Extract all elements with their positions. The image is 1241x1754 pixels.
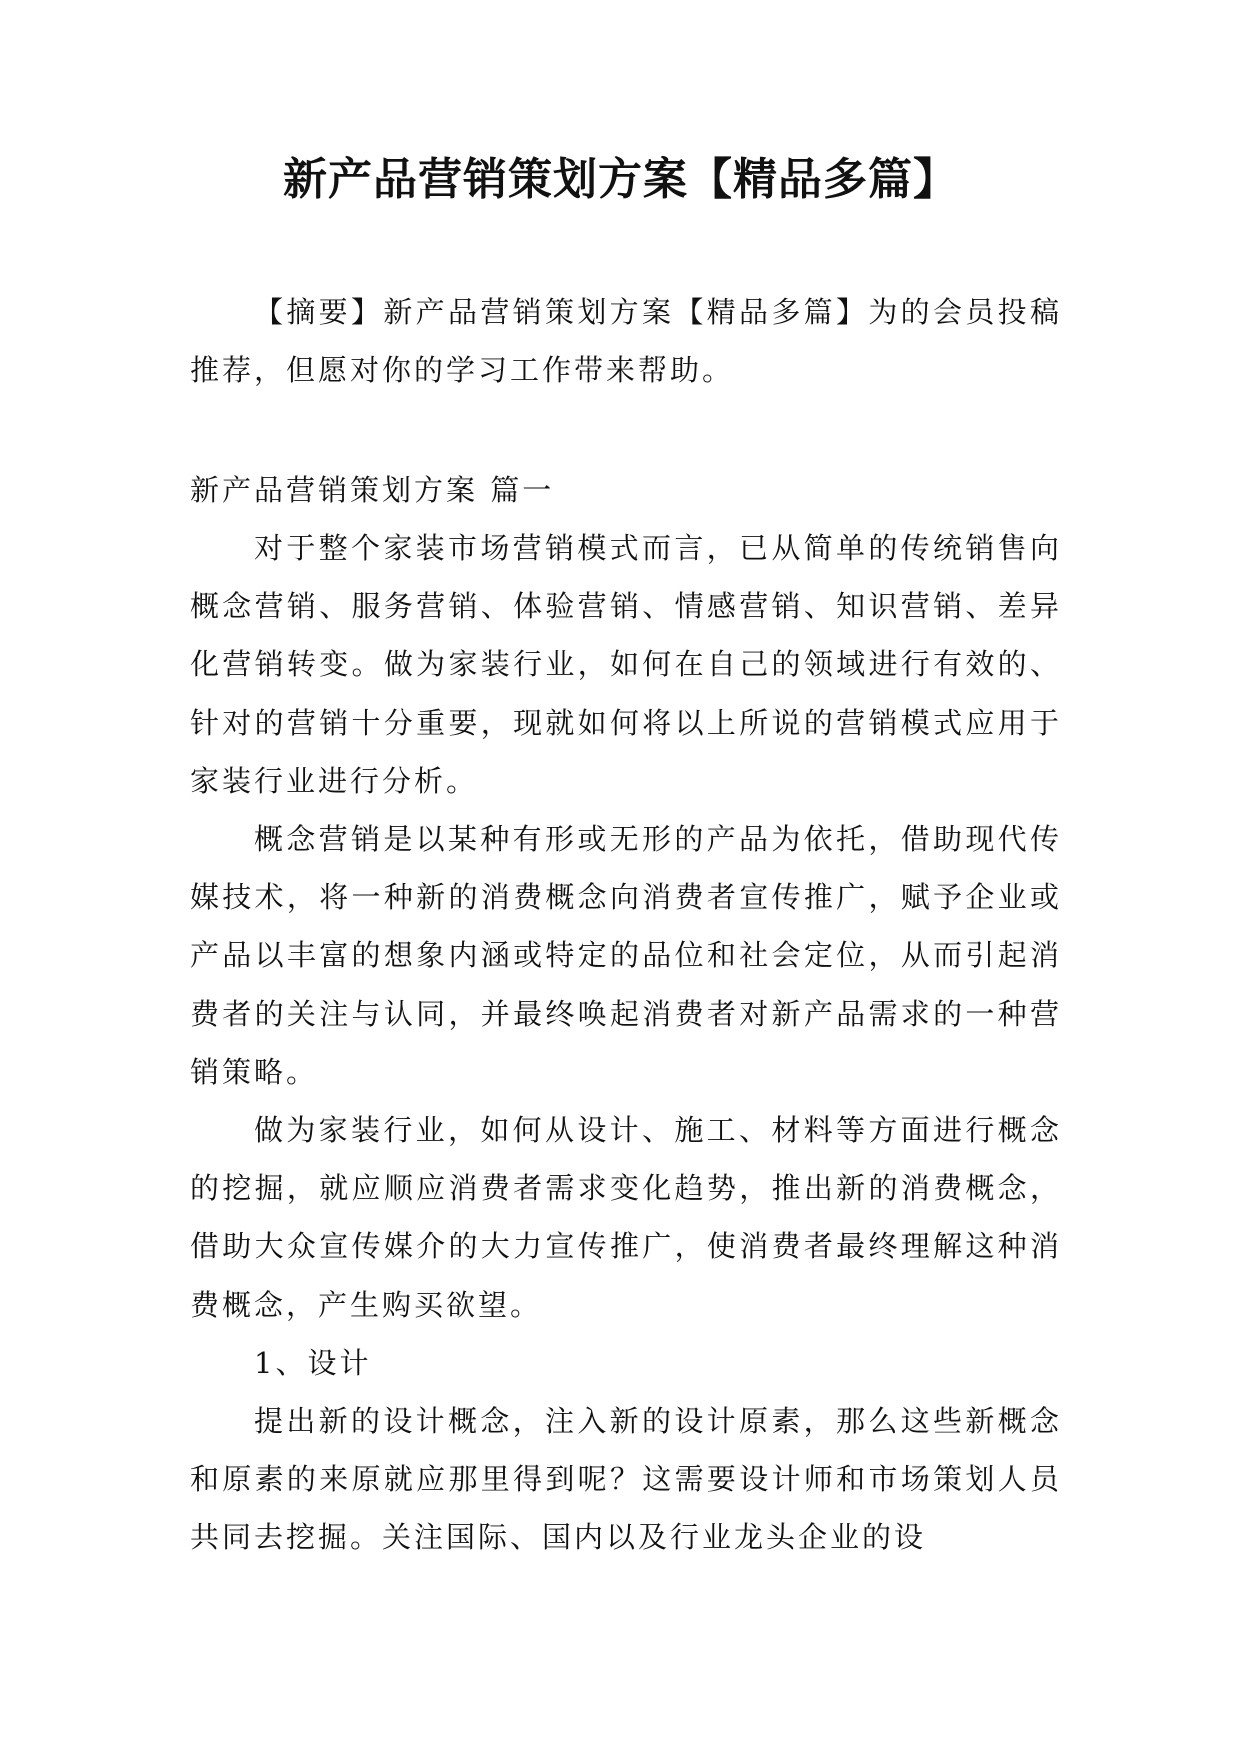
main-body	[190, 519, 1062, 1567]
section-heading: 新产品营销策划方案 篇一	[190, 473, 555, 507]
abstract-paragraph	[190, 283, 1062, 399]
body-paragraph-1: 对于整个家装市场营销模式而言，已从简单的传统销售向概念营销、服务营销、体验营销、情感营销、知识营销、差异化营销转变。做为家装行业，如何在自己的领域进行有效的、针对的营销十分重要，现就如何将以上所说的营销模式应用于家装行业进行分析。	[190, 531, 1062, 798]
item-heading-design: 1、设计	[254, 1345, 372, 1380]
body-paragraph-2: 概念营销是以某种有形或无形的产品为依托，借助现代传媒技术，将一种新的消费概念向消费者宣传推广，赋予企业或产品以丰富的想象内涵或特定的品位和社会定位，从而引起消费者的关注与认同，并最终唤起消费者对新产品需求的一种营销策略。	[190, 822, 1062, 1089]
document-title: 新产品营销策划方案【精品多篇】	[283, 154, 958, 205]
item-paragraph-design: 提出新的设计概念，注入新的设计原素，那么这些新概念和原素的来原就应那里得到呢？这需要设计师和市场策划人员共同去挖掘。关注国际、国内以及行业龙头企业的设	[190, 1404, 1062, 1555]
body-paragraph-3: 做为家装行业，如何从设计、施工、材料等方面进行概念的挖掘，就应顺应消费者需求变化趋势，推出新的消费概念，借助大众宣传媒介的大力宣传推广，使消费者最终理解这种消费概念，产生购买欲望。	[190, 1113, 1062, 1322]
abstract-text: 【摘要】新产品营销策划方案【精品多篇】为的会员投稿推荐，但愿对你的学习工作带来帮助。	[190, 295, 1062, 388]
